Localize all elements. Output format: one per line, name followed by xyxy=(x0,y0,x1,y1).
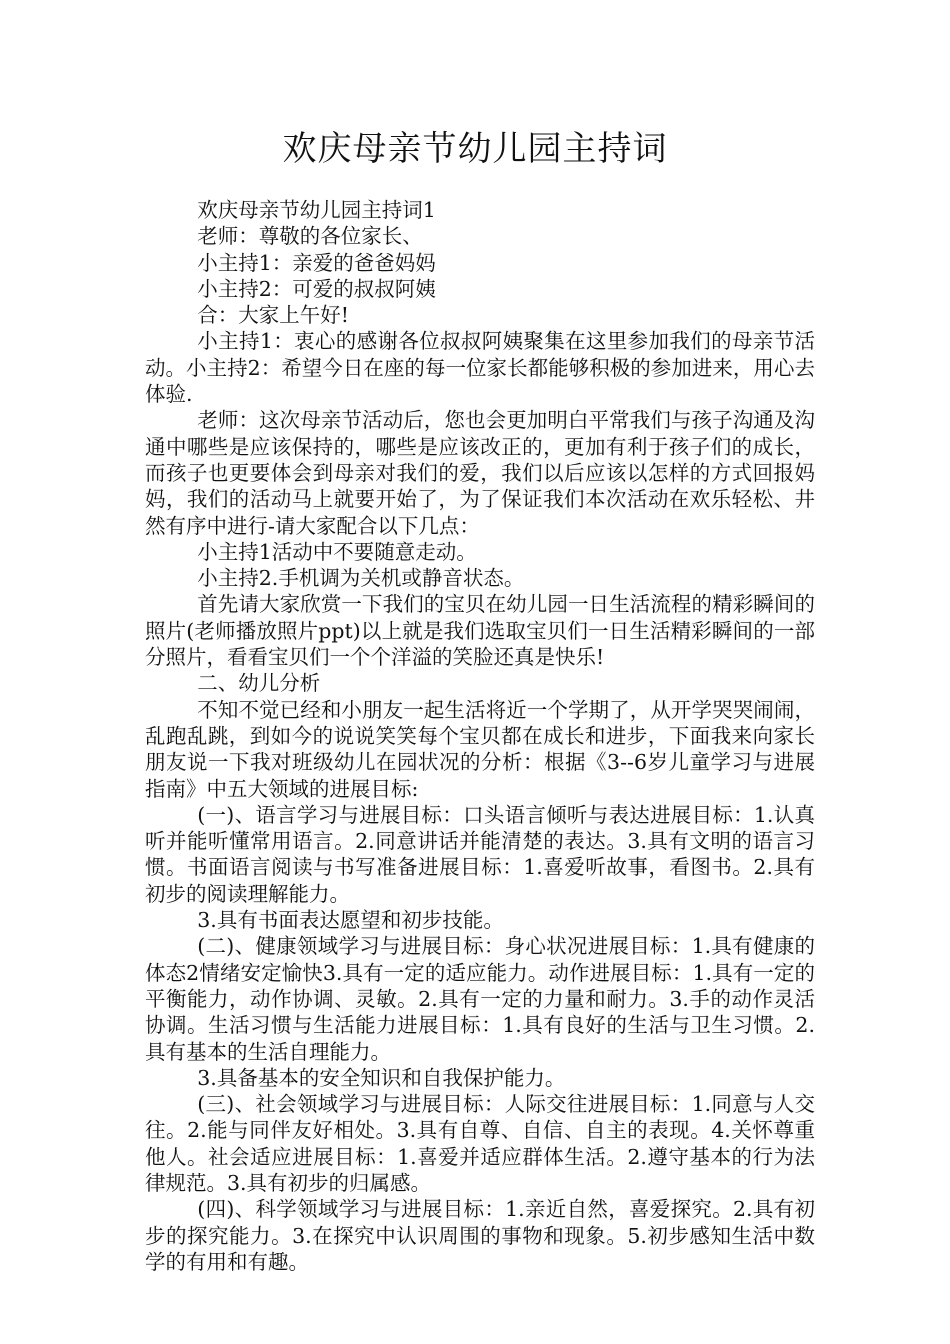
paragraph-teacher-greeting: 老师：尊敬的各位家长、 xyxy=(197,224,423,249)
paragraph-social-goals: (三)、社会领域学习与进展目标：人际交往进展目标：1.同意与人交往。2.能与同伴友好相处。3.具有自尊、自信、自主的表现。4.关怀尊重他人。社会适应进展目标：1.喜爱并适应群体生活。2.遵守基本的行为法律规范。3.具有初步的归属感。 xyxy=(145,1092,815,1195)
paragraph-together: 合：大家上午好! xyxy=(197,303,350,328)
paragraph-health-goals-cont: 3.具备基本的安全知识和自我保护能力。 xyxy=(197,1065,566,1090)
paragraph-heading: 欢庆母亲节幼儿园主持词1 xyxy=(197,198,436,222)
paragraph-thanks: 小主持1：衷心的感谢各位叔叔阿姨聚集在这里参加我们的母亲节活动。小主持2：希望今日在座的每一位家长都能够积极的参加进来，用心去体验. xyxy=(145,329,815,407)
paragraph-rule-2: 小主持2.手机调为关机或静音状态。 xyxy=(197,566,525,591)
document-title: 欢庆母亲节幼儿园主持词 xyxy=(282,129,668,169)
paragraph-language-goals: (一)、语言学习与进展目标：口头语言倾听与表达进展目标：1.认真听并能听懂常用语言。2.同意讲话并能清楚的表达。3.具有文明的语言习惯。书面语言阅读与书写准备进展目标：1.喜爱听故事，看图书。2.具有初步的阅读理解能力。 xyxy=(145,802,815,906)
paragraph-photos: 首先请大家欣赏一下我们的宝贝在幼儿园一日生活流程的精彩瞬间的照片(老师播放照片ppt)以上就是我们选取宝贝们一日生活精彩瞬间的一部分照片，看看宝贝们一个个洋溢的笑脸还真是快乐! xyxy=(145,592,815,670)
paragraph-host1-greeting: 小主持1：亲爱的爸爸妈妈 xyxy=(197,250,436,275)
document-body xyxy=(145,197,815,1275)
section-heading-analysis: 二、幼儿分析 xyxy=(197,671,321,696)
paragraph-teacher-intro: 老师：这次母亲节活动后，您也会更加明白平常我们与孩子沟通及沟通中哪些是应该保持的，哪些是应该改正的，更加有利于孩子们的成长，而孩子也更要体会到母亲对我们的爱，我们以后应该以怎样的方式回报妈妈，我们的活动马上就要开始了，为了保证我们本次活动在欢乐轻松、井然有序中进行-请大家配合以下几点： xyxy=(145,408,815,538)
paragraph-analysis: 不知不觉已经和小朋友一起生活将近一个学期了，从开学哭哭闹闹，乱跑乱跳，到如今的说说笑笑每个宝贝都在成长和进步，下面我来向家长朋友说一下我对班级幼儿在园状况的分析：根据《3--6岁儿童学习与进展指南》中五大领域的进展目标: xyxy=(145,697,815,801)
paragraph-rule-1: 小主持1活动中不要随意走动。 xyxy=(197,539,477,564)
paragraph-science-goals: (四)、科学领域学习与进展目标：1.亲近自然，喜爱探究。2.具有初步的探究能力。3.在探究中认识周围的事物和现象。5.初步感知生活中数学的有用和有趣。 xyxy=(145,1197,815,1274)
paragraph-host2-greeting: 小主持2：可爱的叔叔阿姨 xyxy=(197,276,436,301)
paragraph-language-goals-cont: 3.具有书面表达愿望和初步技能。 xyxy=(197,908,504,933)
paragraph-health-goals: (二)、健康领域学习与进展目标：身心状况进展目标：1.具有健康的体态2情绪安定愉快3.具有一定的适应能力。动作进展目标：1.具有一定的平衡能力，动作协调、灵敏。2.具有一定的力量和耐力。3.手的动作灵活协调。生活习惯与生活能力进展目标：1.具有良好的生活与卫生习惯。2.具有基本的生活自理能力。 xyxy=(145,934,815,1064)
